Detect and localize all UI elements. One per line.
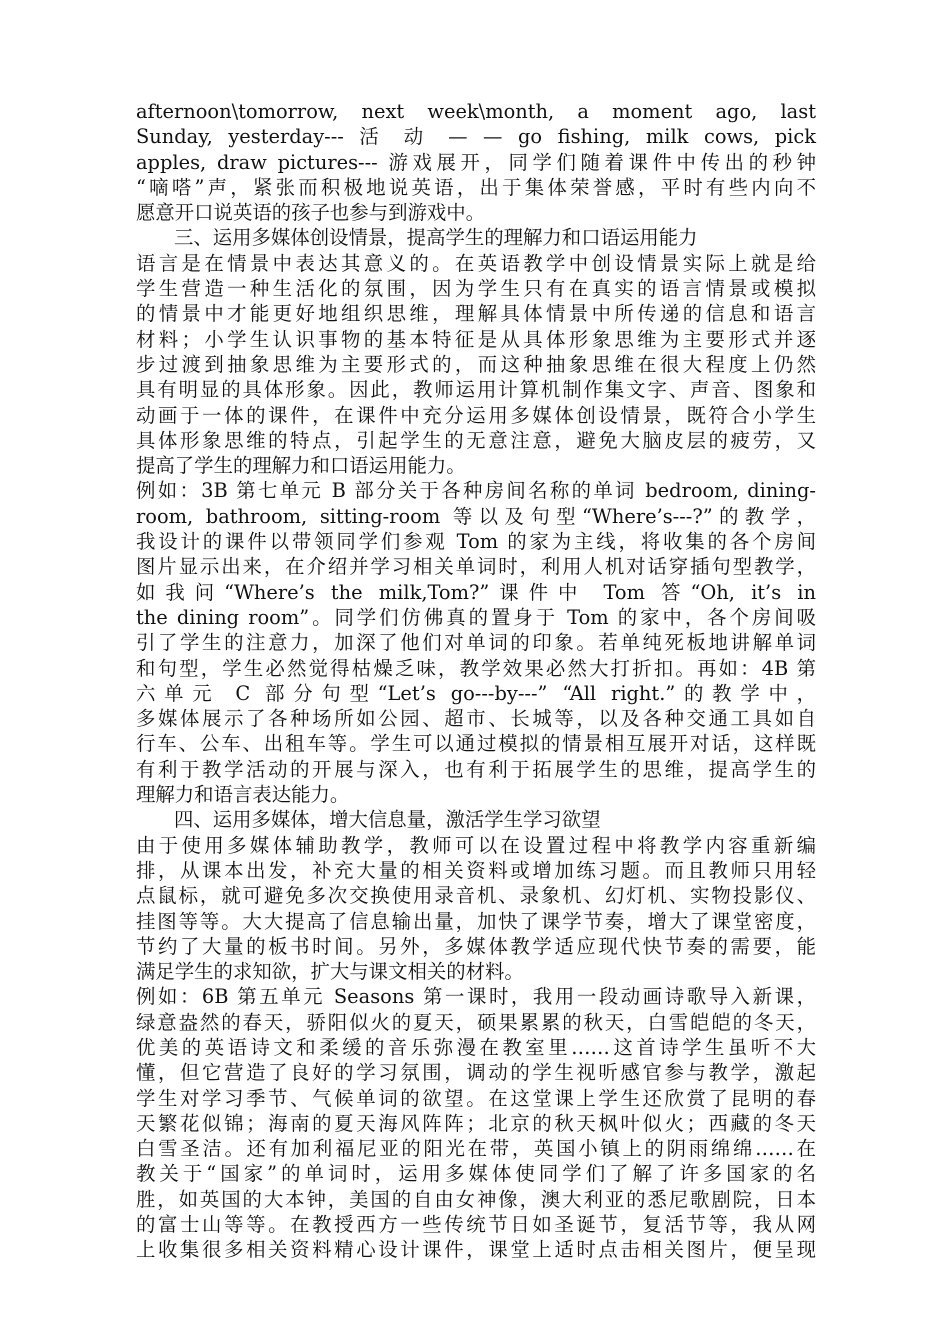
text-line: 的情景中才能更好地组织思维，理解具体情景中所传递的信息和语言 [136,302,816,326]
text-line: 提高了学生的理解力和口语运用能力。 [136,454,466,478]
text-line: 引了学生的注意力，加深了他们对单词的印象。若单纯死板地讲解单词 [136,631,816,655]
text-line: 节约了大量的板书时间。另外，多媒体教学适应现代快节奏的需要，能 [136,934,816,958]
text-line: apples, draw pictures--- 游戏展开，同学们随着课件中传出的秒钟 [136,150,816,174]
text-line: 理解力和语言表达能力。 [136,783,350,807]
section-heading: 四、运用多媒体，增大信息量，激活学生学习欲望 [174,808,601,832]
text-line: 天繁花似锦；海南的夏天海风阵阵；北京的秋天枫叶似火；西藏的冬天 [136,1111,816,1135]
text-line: 动画于一体的课件，在课件中充分运用多媒体创设情景，既符合小学生 [136,403,816,427]
text-line: 我设计的课件以带领同学们参观 Tom 的家为主线，将收集的各个房间 [136,530,816,554]
text-line: 挂图等等。大大提高了信息输出量，加快了课学节奏，增大了课堂密度， [136,909,816,933]
text-line: “嘀嗒”声，紧张而积极地说英语，出于集体荣誉感，平时有些内向不 [136,175,816,199]
document-body [136,99,816,1263]
text-line: 学生营造一种生活化的氛围，因为学生只有在真实的语言情景或模拟 [136,277,816,301]
text-line: 行车、公车、出租车等。学生可以通过模拟的情景相互展开对话，这样既 [136,732,816,756]
text-line: 的富士山等等。在教授西方一些传统节日如圣诞节，复活节等，我从网 [136,1213,816,1237]
text-line: 胜，如英国的大本钟，美国的自由女神像，澳大利亚的悉尼歌剧院，日本 [136,1187,816,1211]
text-line: 多媒体展示了各种场所如公园、超市、长城等，以及各种交通工具如自 [136,707,816,731]
text-line: 例如：6B 第五单元 Seasons 第一课时，我用一段动画诗歌导入新课， [136,985,816,1009]
text-line: room, bathroom, sitting-room 等以及句型“Where’s---?”的教学， [136,504,816,528]
text-line: 图片显示出来，在介绍并学习相关单词时，利用人机对话穿插句型教学， [136,555,816,579]
text-line: 白雪圣洁。还有加利福尼亚的阳光在带，英国小镇上的阴雨绵绵……在 [136,1137,816,1161]
text-line: 具体形象思维的特点，引起学生的无意注意，避免大脑皮层的疲劳，又 [136,428,816,452]
text-line: 优美的英语诗文和柔缓的音乐弥漫在教室里……这首诗学生虽听不大 [136,1035,816,1059]
text-line: Sunday, yesterday--- 活 动 — — go fishing, milk cows, pick [136,125,816,149]
text-line: the dining room”。同学们仿佛真的置身于 Tom 的家中，各个房间吸 [136,605,816,629]
text-line: 学生对学习季节、气候单词的欲望。在这堂课上学生还欣赏了昆明的春 [136,1086,816,1110]
text-line: 由于使用多媒体辅助教学，教师可以在设置过程中将教学内容重新编 [136,833,816,857]
text-line: 懂，但它营造了良好的学习氛围，调动的学生视听感官参与教学，激起 [136,1061,816,1085]
text-line: 有利于教学活动的开展与深入，也有利于拓展学生的思维，提高学生的 [136,757,816,781]
text-line: 具有明显的具体形象。因此，教师运用计算机制作集文字、声音、图象和 [136,378,816,402]
text-line: 绿意盎然的春天，骄阳似火的夏天，硕果累累的秋天，白雪皑皑的冬天， [136,1010,816,1034]
text-line: 如我问“Where’s the milk,Tom?”课件中 Tom 答“Oh, it’s in [136,580,816,604]
text-line: 和句型，学生必然觉得枯燥乏味，教学效果必然大打折扣。再如：4B 第 [136,656,816,680]
text-line: 语言是在情景中表达其意义的。在英语教学中创设情景实际上就是给 [136,251,816,275]
text-line: afternoon\tomorrow, next week\month, a moment ago, last [136,100,816,123]
text-line: 愿意开口说英语的孩子也参与到游戏中。 [136,201,486,225]
text-line: 六单元 C 部分句型“Let’s go---by---” “All right.”的教学中， [136,681,816,705]
text-line: 排，从课本出发，补充大量的相关资料或增加练习题。而且教师只用轻 [136,858,816,882]
text-line: 材料；小学生认识事物的基本特征是从具体形象思维为主要形式并逐 [136,327,816,351]
text-line: 步过渡到抽象思维为主要形式的，而这种抽象思维在很大程度上仍然 [136,352,816,376]
text-line: 上收集很多相关资料精心设计课件，课堂上适时点击相关图片，便呈现 [136,1238,816,1262]
text-line: 满足学生的求知欲，扩大与课文相关的材料。 [136,960,524,984]
text-line: 教关于“国家”的单词时，运用多媒体使同学们了解了许多国家的名 [136,1162,816,1186]
text-line: 点鼠标，就可避免多次交换使用录音机、录象机、幻灯机、实物投影仪、 [136,884,816,908]
text-line: 例如：3B 第七单元 B 部分关于各种房间名称的单词 bedroom, dining- [136,479,816,503]
section-heading: 三、运用多媒体创设情景，提高学生的理解力和口语运用能力 [174,226,698,250]
